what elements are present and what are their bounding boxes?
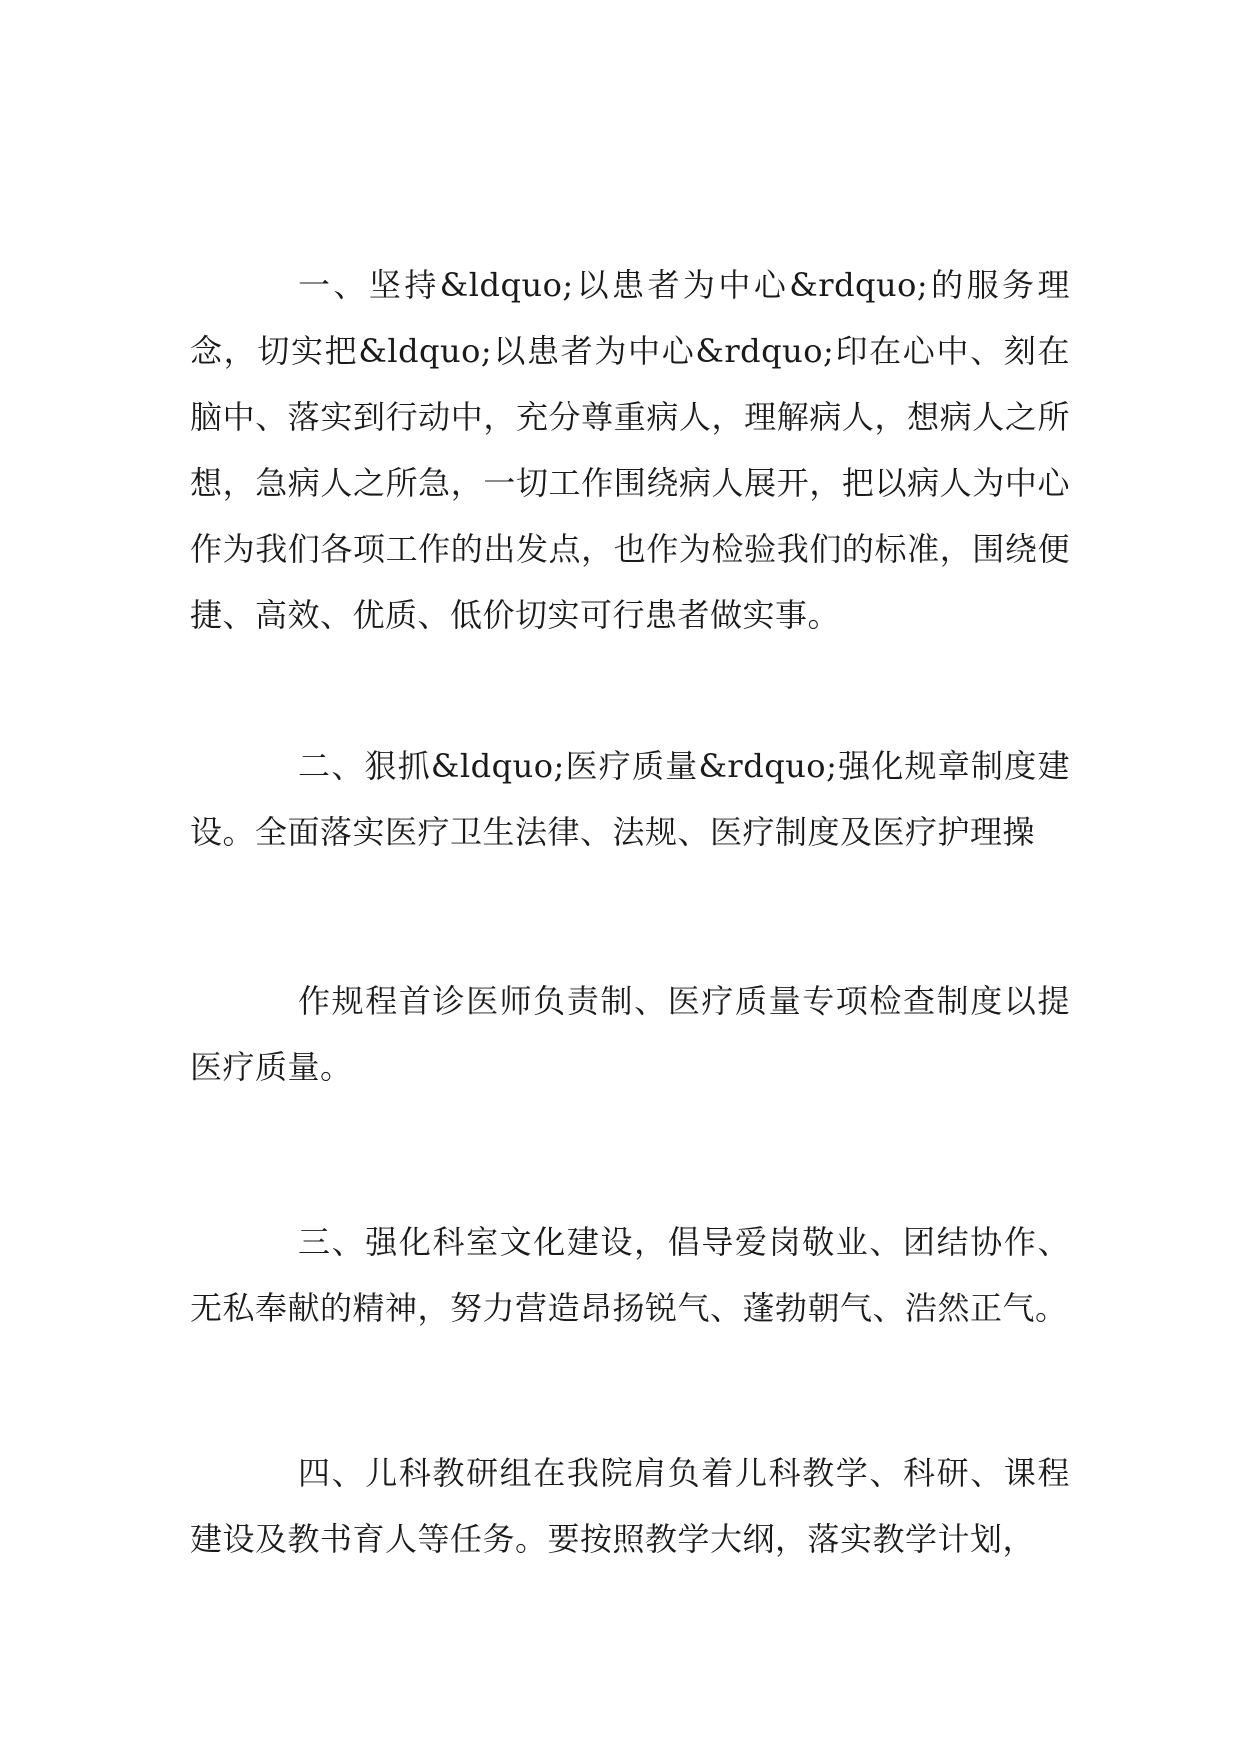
paragraph-3: 作规程首诊医师负责制、医疗质量专项检查制度以提医疗质量。 bbox=[190, 982, 1070, 1086]
paragraph-2: 二、狠抓&ldquo;医疗质量&rdquo;强化规章制度建设。全面落实医疗卫生法律、法规、医疗制度及医疗护理操 bbox=[190, 747, 1070, 851]
paragraph-5: 四、儿科教研组在我院肩负着儿科教学、科研、课程建设及教书育人等任务。要按照教学大纲，落实教学计划， bbox=[190, 1454, 1070, 1558]
paragraph-4: 三、强化科室文化建设，倡导爱岗敬业、团结协作、无私奉献的精神，努力营造昂扬锐气、蓬勃朝气、浩然正气。 bbox=[190, 1223, 1070, 1327]
paragraph-1: 一、坚持&ldquo;以患者为中心&rdquo;的服务理念，切实把&ldquo;以患者为中心&rdquo;印在心中、刻在脑中、落实到行动中，充分尊重病人，理解病人，想病人之所想，急病人之所急，一切工作围绕病人展开，把以病人为中心作为我们各项工作的出发点，也作为检验我们的标准，围绕便捷、高效、优质、低价切实可行患者做实事。 bbox=[190, 266, 1070, 634]
